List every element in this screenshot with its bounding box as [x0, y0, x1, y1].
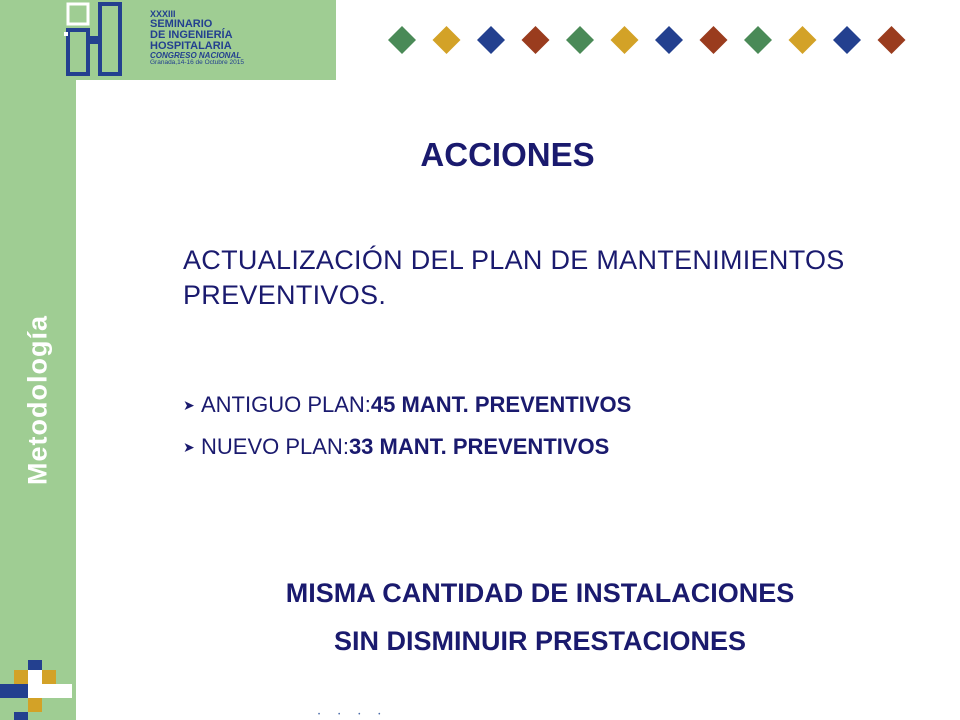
- bullet-label: NUEVO PLAN:: [201, 434, 349, 459]
- diamond-gold-icon: [433, 26, 461, 54]
- diamond-gold-icon: [789, 26, 817, 54]
- arrow-bullet-icon: ➤: [183, 438, 195, 455]
- bullet-label: ANTIGUO PLAN:: [201, 392, 371, 417]
- diamond-gold-icon: [611, 26, 639, 54]
- logo-line-seminario: SEMINARIO: [150, 18, 213, 30]
- list-item: [183, 426, 631, 468]
- logo-line-ingenieria: DE INGENIERÍA: [150, 29, 233, 41]
- diamond-rust-icon: [522, 26, 550, 54]
- bullet-value: 45 MANT. PREVENTIVOS: [370, 392, 632, 417]
- bottom-decoration: ••••: [318, 712, 399, 718]
- seminar-logo-mark-icon: [60, 2, 150, 78]
- conclusion-line-1: MISMA CANTIDAD DE INSTALACIONES: [285, 578, 795, 608]
- diamond-navy-icon: [655, 26, 683, 54]
- diamond-green-icon: [744, 26, 772, 54]
- slide-title: ACCIONES: [420, 136, 595, 173]
- diamond-rust-icon: [878, 26, 906, 54]
- plan-comparison-list: [183, 384, 631, 468]
- conclusion-line-2: SIN DISMINUIR PRESTACIONES: [333, 626, 747, 656]
- diamond-navy-icon: [477, 26, 505, 54]
- diamond-green-icon: [388, 26, 416, 54]
- logo-edition: XXXIII: [150, 9, 176, 19]
- slide-subtitle: ACTUALIZACIÓN DEL PLAN DE MANTENIMIENTOS PREVENTIVOS.: [183, 245, 845, 311]
- diamond-navy-icon: [833, 26, 861, 54]
- bullet-value: 33 MANT. PREVENTIVOS: [348, 434, 610, 459]
- diamond-green-icon: [566, 26, 594, 54]
- corner-squares-icon: [0, 660, 78, 720]
- logo-line-congreso: CONGRESO NACIONAL: [150, 51, 242, 60]
- decorative-diamond-row: [380, 20, 920, 60]
- logo-line-date: Granada,14-16 de Octubre 2015: [150, 59, 244, 66]
- section-label: Metodología: [22, 315, 53, 485]
- logo-line-hospitalaria: HOSPITALARIA: [150, 40, 232, 52]
- seminar-logo-text: [150, 10, 244, 67]
- arrow-bullet-icon: ➤: [183, 396, 195, 413]
- list-item: [183, 384, 631, 426]
- diamond-rust-icon: [700, 26, 728, 54]
